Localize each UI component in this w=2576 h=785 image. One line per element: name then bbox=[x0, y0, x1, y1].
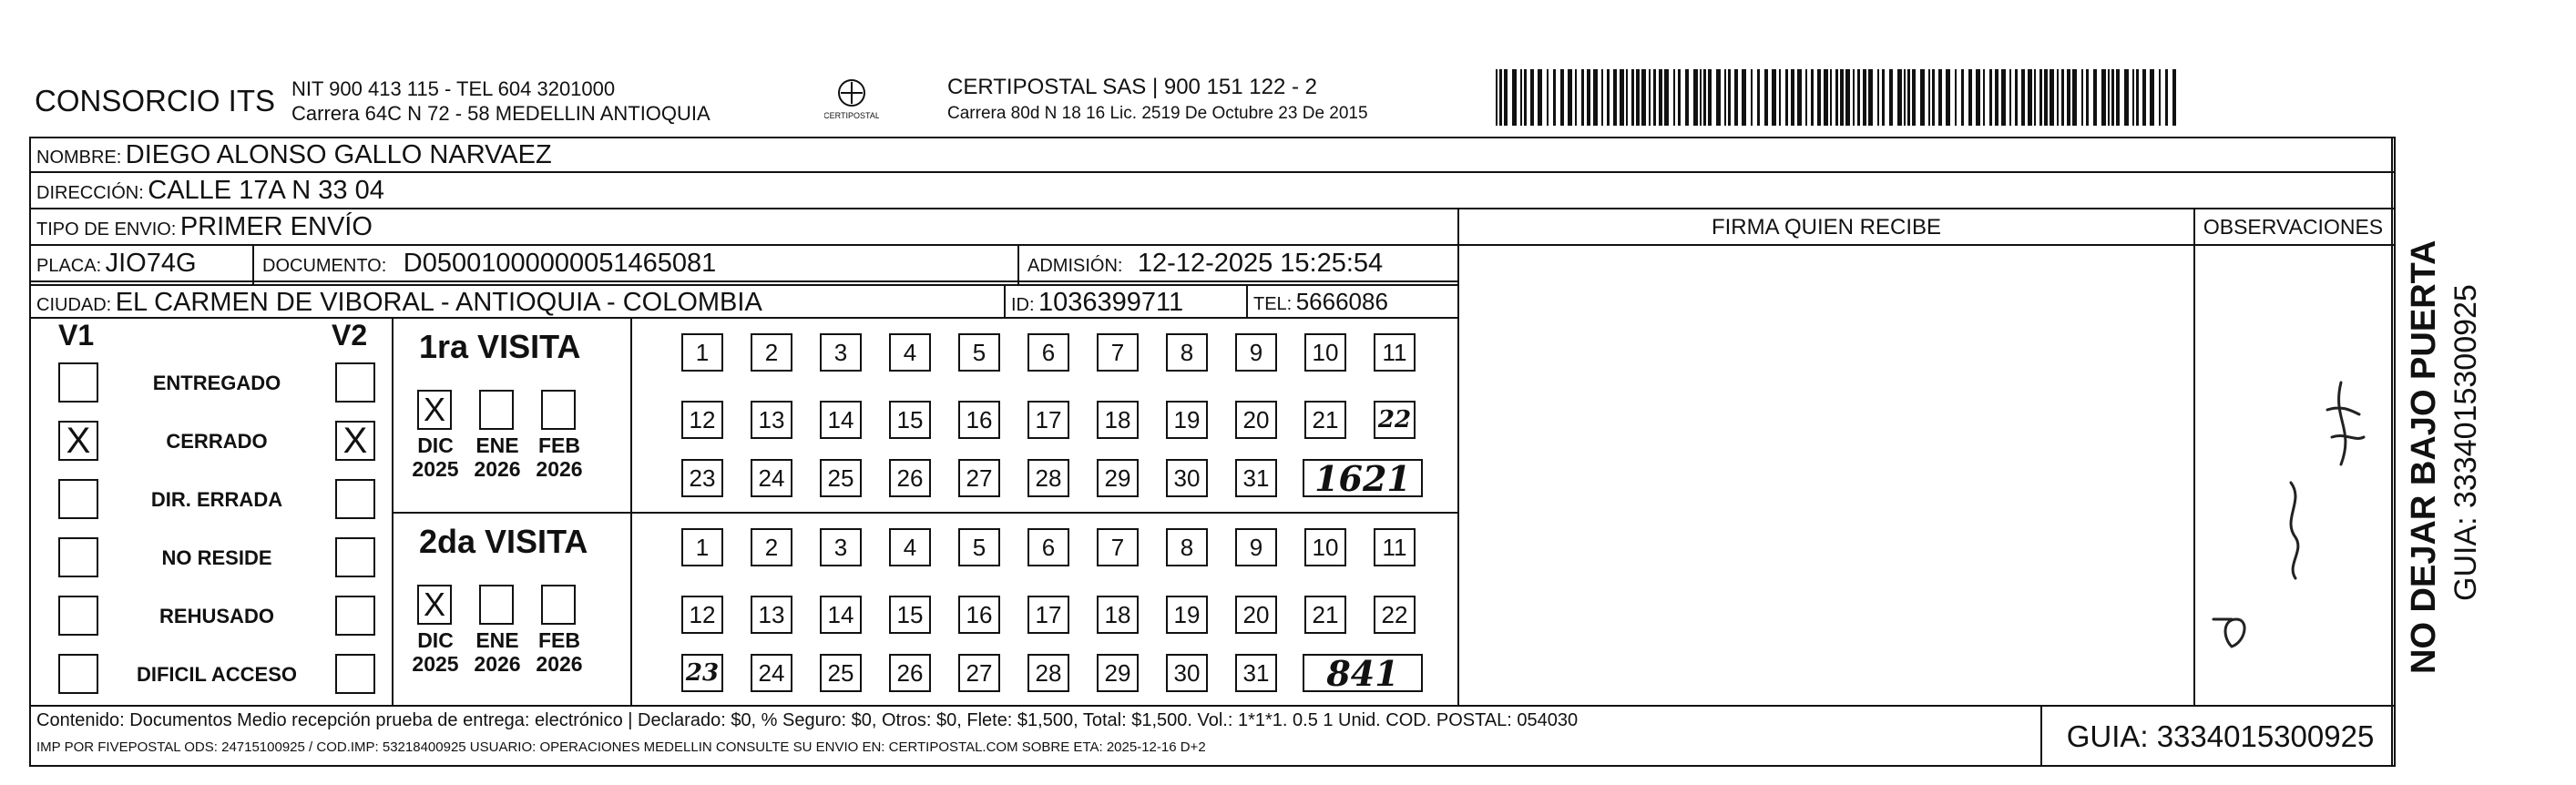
barcode-bar bbox=[1824, 69, 1828, 126]
day-box[interactable]: 27 bbox=[958, 654, 1000, 692]
barcode-bar bbox=[1649, 69, 1651, 126]
reason-label: REHUSADO bbox=[159, 605, 274, 627]
day-box[interactable]: 18 bbox=[1097, 401, 1139, 439]
barcode-bar bbox=[1496, 69, 1498, 126]
visit-title: 1ra VISITA bbox=[419, 328, 581, 365]
barcode-bar bbox=[2136, 69, 2139, 126]
barcode-bar bbox=[2159, 69, 2161, 126]
barcode-bar bbox=[1613, 69, 1617, 126]
barcode-bar bbox=[2028, 69, 2032, 126]
month-label bbox=[406, 433, 465, 481]
side-guia: GUIA: 3334015300925 bbox=[2448, 284, 2483, 601]
barcode-bar bbox=[1863, 69, 1866, 126]
side-no-dejar: NO DEJAR BAJO PUERTA bbox=[2405, 240, 2443, 674]
barcode-bar bbox=[1805, 69, 1807, 126]
barcode-bar bbox=[1907, 69, 1910, 126]
barcode-bar bbox=[1817, 69, 1821, 126]
v1-label: V1 bbox=[58, 319, 95, 352]
barcode-bar bbox=[1904, 69, 1906, 126]
day-box[interactable]: 22 bbox=[1374, 596, 1416, 634]
barcode-bar bbox=[1920, 69, 1925, 126]
day-box[interactable]: 21 bbox=[1304, 401, 1346, 439]
time-box[interactable]: 1621 bbox=[1303, 459, 1423, 497]
barcode-bar bbox=[1751, 69, 1753, 126]
reason-label: ENTREGADO bbox=[152, 372, 281, 394]
month-name: FEB bbox=[538, 628, 580, 652]
barcode-bar bbox=[2081, 69, 2083, 126]
day-box-marked[interactable]: 22 bbox=[1374, 401, 1416, 439]
day-box[interactable]: 2 bbox=[751, 528, 792, 566]
day-box[interactable]: 29 bbox=[1097, 654, 1139, 692]
month-checkbox[interactable]: X bbox=[417, 390, 452, 430]
barcode-bar bbox=[2142, 69, 2146, 126]
observaciones-header: OBSERVACIONES bbox=[2203, 215, 2384, 239]
barcode-bar bbox=[1968, 69, 1972, 126]
day-box[interactable]: 30 bbox=[1166, 654, 1208, 692]
day-box[interactable]: 10 bbox=[1304, 333, 1346, 372]
barcode-bar bbox=[2021, 69, 2025, 126]
barcode-bar bbox=[2044, 69, 2048, 126]
tipo-envio-value: PRIMER ENVÍO bbox=[179, 212, 373, 241]
barcode-bar bbox=[1673, 69, 1675, 126]
day-box[interactable]: 25 bbox=[820, 654, 862, 692]
documento-label: DOCUMENTO: bbox=[262, 256, 387, 276]
day-box[interactable]: 11 bbox=[1374, 528, 1416, 566]
barcode-bar bbox=[1530, 69, 1534, 126]
day-box[interactable]: 28 bbox=[1027, 654, 1069, 692]
day-box[interactable]: 21 bbox=[1304, 596, 1346, 634]
month-label bbox=[406, 628, 465, 676]
id-field bbox=[1011, 288, 1183, 318]
barcode-bar bbox=[1724, 69, 1726, 126]
reason-label: DIR. ERRADA bbox=[150, 488, 283, 511]
day-box[interactable]: 18 bbox=[1097, 596, 1139, 634]
barcode-bar bbox=[2111, 69, 2114, 126]
barcode-bar bbox=[1593, 69, 1598, 126]
day-box[interactable]: 13 bbox=[751, 401, 792, 439]
barcode-bar bbox=[2150, 69, 2154, 126]
carrier-line: CERTIPOSTAL SAS | 900 151 122 - 2 bbox=[947, 75, 1317, 99]
barcode-bar bbox=[1700, 69, 1702, 126]
barcode-bar bbox=[1581, 69, 1584, 126]
placa-field bbox=[36, 249, 197, 279]
ciudad-field bbox=[36, 288, 762, 318]
tel-value: 5666086 bbox=[1295, 288, 1388, 315]
barcode-bar bbox=[2067, 69, 2070, 126]
barcode-bar bbox=[1772, 69, 1776, 126]
footer-contenido: Contenido: Documentos Medio recepción prueba de entrega: electrónico | Declarado: $0, % Seguro: $0, Otros: $0, Flete: $1,500, Total: $1,500. Vol.: 1*1*1. 0.5 1 Unid. COD. POSTAL: 054030 bbox=[36, 710, 1579, 730]
tipo-envio-label: TIPO DE ENVIO: bbox=[36, 219, 177, 240]
barcode-bar bbox=[1653, 69, 1656, 126]
month-name: ENE bbox=[475, 628, 519, 652]
day-box[interactable]: 12 bbox=[681, 401, 723, 439]
barcode-bar bbox=[1734, 69, 1738, 126]
barcode-bar bbox=[2009, 69, 2011, 126]
direccion-value: CALLE 17A N 33 04 bbox=[148, 176, 384, 205]
placa-value: JIO74G bbox=[105, 249, 197, 278]
reason-label: CERRADO bbox=[166, 430, 268, 453]
placa-label: PLACA: bbox=[36, 256, 102, 276]
admision-value: 12-12-2025 15:25:54 bbox=[1137, 249, 1384, 278]
barcode-bar bbox=[2072, 69, 2077, 126]
barcode-bar bbox=[1620, 69, 1624, 126]
day-box[interactable]: 16 bbox=[958, 596, 1000, 634]
visit-title: 2da VISITA bbox=[419, 523, 588, 560]
barcode-bar bbox=[1524, 69, 1527, 126]
day-box[interactable]: 13 bbox=[751, 596, 792, 634]
nombre-value: DIEGO ALONSO GALLO NARVAEZ bbox=[125, 140, 552, 169]
day-box[interactable]: 15 bbox=[889, 401, 931, 439]
barcode-bar bbox=[2001, 69, 2006, 126]
day-box[interactable]: 9 bbox=[1235, 528, 1277, 566]
barcode-bar bbox=[2034, 69, 2036, 126]
month-checkbox[interactable]: X bbox=[417, 585, 452, 625]
v1-checkbox[interactable] bbox=[58, 362, 98, 403]
barcode-bar bbox=[1678, 69, 1681, 126]
barcode-bar bbox=[1626, 69, 1628, 126]
v2-label: V2 bbox=[332, 319, 368, 352]
id-value: 1036399711 bbox=[1038, 288, 1184, 317]
barcode-bar bbox=[1716, 69, 1721, 126]
barcode bbox=[1496, 69, 2179, 126]
day-box[interactable]: 20 bbox=[1235, 401, 1277, 439]
day-box[interactable]: 3 bbox=[820, 528, 862, 566]
barcode-bar bbox=[2039, 69, 2042, 126]
day-box[interactable]: 7 bbox=[1097, 333, 1139, 372]
tel-label: TEL: bbox=[1253, 294, 1293, 314]
month-label bbox=[530, 628, 588, 676]
day-box[interactable]: 10 bbox=[1304, 528, 1346, 566]
barcode-bar bbox=[1779, 69, 1781, 126]
barcode-bar bbox=[1560, 69, 1564, 126]
month-year: 2026 bbox=[474, 652, 521, 676]
barcode-bar bbox=[1857, 69, 1860, 126]
barcode-bar bbox=[1728, 69, 1731, 126]
barcode-bar bbox=[1785, 69, 1788, 126]
day-box[interactable]: 19 bbox=[1166, 401, 1208, 439]
day-box[interactable]: 19 bbox=[1166, 596, 1208, 634]
month-label bbox=[530, 433, 588, 481]
day-box[interactable]: 17 bbox=[1027, 596, 1069, 634]
barcode-bar bbox=[1797, 69, 1802, 126]
barcode-bar bbox=[1504, 69, 1508, 126]
barcode-bar bbox=[2101, 69, 2106, 126]
day-box[interactable]: 14 bbox=[820, 401, 862, 439]
barcode-bar bbox=[1764, 69, 1768, 126]
barcode-bar bbox=[1938, 69, 1942, 126]
reason-label: DIFICIL ACCESO bbox=[136, 663, 297, 686]
barcode-bar bbox=[1791, 69, 1794, 126]
time-box[interactable]: 841 bbox=[1303, 654, 1423, 692]
day-box[interactable]: 26 bbox=[889, 459, 931, 497]
month-label bbox=[468, 628, 526, 676]
month-checkbox[interactable] bbox=[541, 390, 576, 430]
day-box[interactable]: 4 bbox=[889, 333, 931, 372]
barcode-bar bbox=[1853, 69, 1855, 126]
barcode-bar bbox=[1989, 69, 1992, 126]
day-box[interactable]: 17 bbox=[1027, 401, 1069, 439]
v1-checkbox[interactable] bbox=[58, 479, 98, 519]
barcode-bar bbox=[1636, 69, 1640, 126]
v1-checkbox[interactable] bbox=[58, 654, 98, 694]
barcode-bar bbox=[2086, 69, 2089, 126]
admision-label: ADMISIÓN: bbox=[1027, 256, 1123, 276]
day-box[interactable]: 8 bbox=[1166, 528, 1208, 566]
month-year: 2026 bbox=[536, 652, 583, 676]
carrier-address: Carrera 80d N 18 16 Lic. 2519 De Octubre 23 De 2015 bbox=[947, 104, 1368, 123]
day-box[interactable]: 29 bbox=[1097, 459, 1139, 497]
month-checkbox[interactable] bbox=[541, 585, 576, 625]
barcode-bar bbox=[1601, 69, 1603, 126]
v2-checkbox[interactable] bbox=[335, 362, 375, 403]
barcode-bar bbox=[1568, 69, 1572, 126]
barcode-bar bbox=[1830, 69, 1832, 126]
barcode-bar bbox=[1840, 69, 1844, 126]
day-box[interactable]: 28 bbox=[1027, 459, 1069, 497]
ciudad-label: CIUDAD: bbox=[36, 295, 112, 315]
barcode-bar bbox=[1897, 69, 1902, 126]
day-box[interactable]: 14 bbox=[820, 596, 862, 634]
tel-field bbox=[1253, 288, 1388, 316]
barcode-bar bbox=[2108, 69, 2110, 126]
footer-guia: GUIA: 3334015300925 bbox=[2066, 719, 2375, 753]
barcode-bar bbox=[1553, 69, 1556, 126]
day-box[interactable]: 7 bbox=[1097, 528, 1139, 566]
barcode-bar bbox=[2132, 69, 2134, 126]
tipo-envio-field bbox=[36, 212, 373, 242]
barcode-bar bbox=[2093, 69, 2097, 126]
nombre-field bbox=[36, 140, 552, 170]
logo-text: CERTIPOSTAL bbox=[824, 111, 879, 120]
day-box[interactable]: 9 bbox=[1235, 333, 1277, 372]
v2-checkbox[interactable] bbox=[335, 479, 375, 519]
footer-imp: IMP POR FIVEPOSTAL ODS: 24715100925 / COD.IMP: 53218400925 USUARIO: OPERACIONES MEDELLIN CONSULTE SU ENVIO EN: CERTIPOSTAL.COM SOBRE ETA: 2025-12-16 D+2 bbox=[36, 739, 1206, 755]
month-year: 2025 bbox=[412, 652, 459, 676]
barcode-bar bbox=[1946, 69, 1950, 126]
barcode-bar bbox=[2057, 69, 2059, 126]
barcode-bar bbox=[1757, 69, 1760, 126]
company-nit: NIT 900 413 115 - TEL 604 3201000 bbox=[291, 77, 616, 100]
barcode-bar bbox=[1742, 69, 1746, 126]
barcode-bar bbox=[1641, 69, 1646, 126]
barcode-bar bbox=[1575, 69, 1577, 126]
barcode-bar bbox=[1659, 69, 1662, 126]
barcode-bar bbox=[1538, 69, 1542, 126]
month-checkbox[interactable] bbox=[479, 390, 514, 430]
day-box[interactable]: 31 bbox=[1235, 459, 1277, 497]
id-label: ID: bbox=[1011, 295, 1035, 315]
barcode-bar bbox=[1512, 69, 1517, 126]
v1-checkbox[interactable] bbox=[58, 596, 98, 636]
barcode-bar bbox=[1520, 69, 1522, 126]
month-name: DIC bbox=[417, 433, 454, 457]
day-box[interactable]: 1 bbox=[681, 333, 723, 372]
barcode-bar bbox=[1845, 69, 1850, 126]
day-box[interactable]: 24 bbox=[751, 459, 792, 497]
barcode-bar bbox=[2015, 69, 2018, 126]
company-address: Carrera 64C N 72 - 58 MEDELLIN ANTIOQUIA bbox=[291, 102, 710, 125]
month-year: 2025 bbox=[412, 457, 459, 481]
barcode-bar bbox=[1995, 69, 1998, 126]
documento-value: D05001000000051465081 bbox=[403, 249, 717, 278]
month-checkbox[interactable] bbox=[479, 585, 514, 625]
day-box[interactable]: 31 bbox=[1235, 654, 1277, 692]
barcode-bar bbox=[1547, 69, 1549, 126]
barcode-bar bbox=[2172, 69, 2176, 126]
reason-label: NO RESIDE bbox=[161, 546, 272, 569]
barcode-bar bbox=[1955, 69, 1957, 126]
v2-checkbox[interactable] bbox=[335, 537, 375, 577]
day-box[interactable]: 27 bbox=[958, 459, 1000, 497]
barcode-bar bbox=[1631, 69, 1634, 126]
company-name: CONSORCIO ITS bbox=[35, 84, 276, 117]
day-box[interactable]: 26 bbox=[889, 654, 931, 692]
day-box[interactable]: 30 bbox=[1166, 459, 1208, 497]
barcode-bar bbox=[1708, 69, 1712, 126]
v2-checkbox[interactable] bbox=[335, 654, 375, 694]
v2-checkbox[interactable]: X bbox=[335, 421, 375, 461]
barcode-bar bbox=[1693, 69, 1698, 126]
barcode-bar bbox=[1868, 69, 1873, 126]
day-box[interactable]: 15 bbox=[889, 596, 931, 634]
day-box[interactable]: 5 bbox=[958, 333, 1000, 372]
v1-checkbox[interactable]: X bbox=[58, 421, 98, 461]
day-box[interactable]: 20 bbox=[1235, 596, 1277, 634]
firma-header: FIRMA QUIEN RECIBE bbox=[1711, 215, 1942, 240]
barcode-bar bbox=[1912, 69, 1916, 126]
documento-field bbox=[262, 249, 716, 279]
day-box[interactable]: 11 bbox=[1374, 333, 1416, 372]
day-box[interactable]: 25 bbox=[820, 459, 862, 497]
barcode-bar bbox=[1889, 69, 1893, 126]
direccion-field bbox=[36, 176, 384, 206]
barcode-bar bbox=[1811, 69, 1814, 126]
month-name: DIC bbox=[417, 628, 454, 652]
v1-checkbox[interactable] bbox=[58, 537, 98, 577]
barcode-bar bbox=[1976, 69, 1980, 126]
barcode-bar bbox=[1877, 69, 1879, 126]
barcode-bar bbox=[2165, 69, 2168, 126]
v2-checkbox[interactable] bbox=[335, 596, 375, 636]
observaciones-handwriting bbox=[2204, 346, 2387, 692]
day-box[interactable]: 3 bbox=[820, 333, 862, 372]
admision-field bbox=[1027, 249, 1383, 279]
certipostal-logo bbox=[824, 73, 879, 127]
barcode-bar bbox=[2061, 69, 2064, 126]
day-box[interactable]: 4 bbox=[889, 528, 931, 566]
day-box-marked[interactable]: 23 bbox=[681, 654, 723, 692]
day-box[interactable]: 5 bbox=[958, 528, 1000, 566]
barcode-bar bbox=[2050, 69, 2054, 126]
barcode-bar bbox=[1703, 69, 1706, 126]
day-box[interactable]: 24 bbox=[751, 654, 792, 692]
month-year: 2026 bbox=[474, 457, 521, 481]
barcode-bar bbox=[1685, 69, 1689, 126]
barcode-bar bbox=[1961, 69, 1964, 126]
barcode-bar bbox=[1835, 69, 1838, 126]
barcode-bar bbox=[1932, 69, 1935, 126]
barcode-bar bbox=[2124, 69, 2129, 126]
day-box[interactable]: 8 bbox=[1166, 333, 1208, 372]
month-name: FEB bbox=[538, 433, 580, 457]
day-box[interactable]: 16 bbox=[958, 401, 1000, 439]
barcode-bar bbox=[1607, 69, 1610, 126]
day-box[interactable]: 12 bbox=[681, 596, 723, 634]
day-box[interactable]: 6 bbox=[1027, 528, 1069, 566]
day-box[interactable]: 2 bbox=[751, 333, 792, 372]
barcode-bar bbox=[1499, 69, 1502, 126]
nombre-label: NOMBRE: bbox=[36, 148, 122, 168]
barcode-bar bbox=[1983, 69, 1985, 126]
ciudad-value: EL CARMEN DE VIBORAL - ANTIOQUIA - COLOMBIA bbox=[115, 288, 762, 317]
barcode-bar bbox=[1928, 69, 1930, 126]
barcode-bar bbox=[1882, 69, 1885, 126]
month-year: 2026 bbox=[536, 457, 583, 481]
barcode-bar bbox=[1664, 69, 1669, 126]
day-box[interactable]: 23 bbox=[681, 459, 723, 497]
day-box[interactable]: 1 bbox=[681, 528, 723, 566]
barcode-bar bbox=[1587, 69, 1590, 126]
direccion-label: DIRECCIÓN: bbox=[36, 183, 144, 203]
month-label bbox=[468, 433, 526, 481]
barcode-bar bbox=[2116, 69, 2120, 126]
month-name: ENE bbox=[475, 433, 519, 457]
day-box[interactable]: 6 bbox=[1027, 333, 1069, 372]
